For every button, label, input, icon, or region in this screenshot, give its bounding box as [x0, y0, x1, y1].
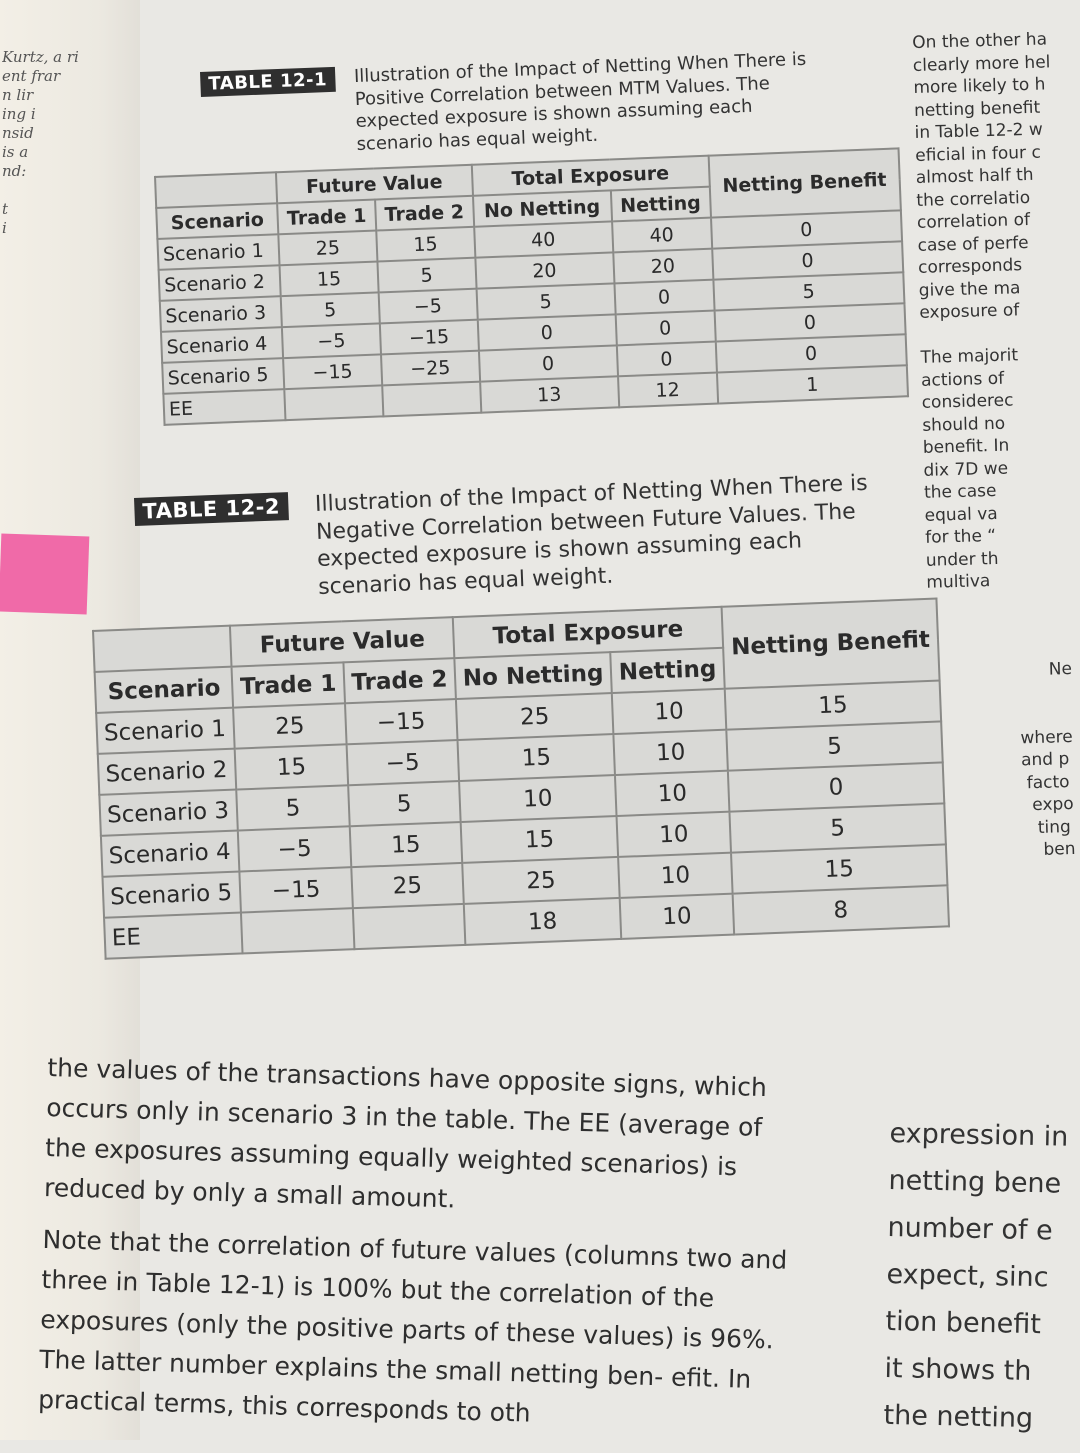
table-cell: −15 — [283, 354, 382, 389]
table-cell: 10 — [618, 853, 732, 898]
table-cell: Scenario 2 — [98, 749, 237, 795]
right-column-line: equal va — [924, 503, 998, 526]
right-column-line: where — [1020, 726, 1073, 748]
future-value-header: Future Value — [230, 617, 454, 667]
table-12-1-corner-cell — [155, 172, 277, 208]
left-margin-line: ent frar — [2, 67, 61, 85]
left-margin-line: Kurtz, a ri — [2, 48, 79, 66]
right-column-lower — [883, 1110, 1080, 1443]
table-12-2 — [92, 598, 950, 960]
table-cell: 10 — [614, 730, 728, 775]
trade-1-column-header: Trade 1 — [232, 662, 345, 707]
table-cell — [241, 908, 354, 953]
table-cell — [382, 382, 481, 417]
right-column-line: multiva — [926, 571, 991, 593]
right-column-line: clearly more hel — [912, 51, 1051, 76]
table-cell: Scenario 5 — [162, 358, 284, 394]
table-cell: 0 — [478, 345, 617, 381]
table-cell: 0 — [477, 314, 616, 350]
table-cell: −15 — [380, 320, 479, 355]
table-cell: 5 — [476, 283, 615, 319]
right-column-line: more likely to h — [913, 74, 1046, 98]
table-cell: 10 — [617, 812, 731, 857]
table-cell: Scenario 3 — [99, 790, 238, 836]
total-exposure-header: Total Exposure — [471, 156, 709, 196]
table-cell: 10 — [612, 689, 726, 734]
no-netting-column-header: No Netting — [473, 190, 612, 226]
table-cell: 15 — [376, 227, 475, 262]
table-12-2-caption: Illustration of the Impact of Netting When There is Negative Correlation between Future Values. The expected exposure is shown assuming each scenario has equal weight. — [314, 470, 869, 600]
right-column-line: netting benefit — [913, 97, 1041, 121]
right-column-line: the case — [923, 480, 997, 503]
right-column-line: the netting — [883, 1399, 1034, 1435]
table-cell: 0 — [616, 342, 716, 377]
table-cell — [353, 904, 466, 949]
table-12-1-label: TABLE 12-1 — [200, 67, 335, 97]
trade-2-column-header: Trade 2 — [343, 658, 456, 703]
right-column-line: and p — [1020, 749, 1070, 771]
table-cell: 15 — [725, 681, 941, 730]
right-column-line: ben — [1043, 839, 1076, 860]
body-text — [37, 1048, 807, 1453]
table-cell: 5 — [726, 721, 942, 770]
left-margin-line: t — [2, 200, 9, 218]
table-cell: 12 — [618, 373, 718, 408]
right-column-line: the correlatio — [916, 187, 1031, 211]
right-column-line: in Table 12-2 w — [914, 119, 1044, 143]
table-cell: −5 — [238, 826, 351, 871]
table-cell: EE — [163, 389, 285, 425]
table-cell: 8 — [733, 885, 949, 934]
right-column-line: Ne — [1048, 659, 1073, 680]
table-cell: −5 — [378, 289, 477, 324]
left-margin-line: is a — [2, 143, 29, 161]
table-12-2-label: TABLE 12-2 — [134, 492, 289, 526]
table-cell: 0 — [715, 334, 907, 372]
table-cell: 10 — [615, 771, 729, 816]
right-column-line: ting — [1037, 816, 1072, 838]
trade-1-column-header: Trade 1 — [277, 200, 376, 235]
table-cell: 15 — [280, 261, 379, 296]
table-cell: 0 — [711, 210, 903, 248]
table-cell: 0 — [714, 303, 906, 341]
table-cell: Scenario 4 — [161, 327, 283, 363]
table-cell: 5 — [713, 272, 905, 310]
table-cell: Scenario 4 — [101, 831, 240, 877]
table-cell: 5 — [729, 803, 945, 852]
right-column-line: actions of — [920, 368, 1005, 391]
table-cell: −5 — [282, 323, 381, 358]
body-paragraph-2: Note that the correlation of future values (columns two and three in Table 12-1) is 100% but the correlation of the exposures (only the positive parts of these values) is 96%. The latter number explains the small netting ben- efit. In practical terms, this corresponds to oth — [37, 1224, 788, 1428]
table-cell: 20 — [475, 252, 614, 288]
table-cell: EE — [104, 912, 243, 958]
table-12-1-caption: Illustration of the Impact of Netting When There is Positive Correlation between MTM Values. The expected exposure is shown assuming each scenario has equal weight. — [353, 48, 807, 155]
table-cell: Scenario 1 — [157, 234, 279, 270]
table-cell: 40 — [612, 218, 712, 253]
right-column-line: number of e — [887, 1211, 1054, 1247]
netting-column-header: Netting — [610, 648, 724, 693]
table-cell: 25 — [351, 863, 464, 908]
table-cell: 5 — [348, 781, 461, 826]
right-column-line: corresponds — [917, 255, 1023, 278]
table-cell: 0 — [728, 762, 944, 811]
right-column-upper — [912, 28, 1080, 865]
left-margin-line: n lir — [2, 86, 34, 104]
no-netting-column-header: No Netting — [454, 652, 612, 699]
table-cell: 25 — [278, 231, 377, 266]
right-column-line: considerec — [921, 390, 1014, 413]
right-column-line: expect, sinc — [886, 1258, 1049, 1294]
table-cell: 20 — [613, 249, 713, 284]
scenario-column-header: Scenario — [95, 667, 234, 713]
table-cell: 10 — [620, 894, 734, 939]
table-cell: 13 — [480, 376, 619, 412]
table-cell: 1 — [717, 365, 909, 403]
right-column-line: correlation of — [916, 209, 1031, 233]
right-column-line: expression in — [889, 1117, 1069, 1153]
table-cell: 0 — [614, 280, 714, 315]
total-exposure-header: Total Exposure — [453, 607, 723, 658]
table-12-1-header — [200, 47, 843, 162]
right-column-line: for the “ — [924, 525, 997, 548]
right-column-line: expo — [1032, 794, 1074, 816]
table-cell: 15 — [731, 844, 947, 893]
table-cell: Scenario 1 — [96, 708, 235, 754]
right-column-line: case of perfe — [917, 232, 1029, 256]
table-cell: −15 — [240, 867, 353, 912]
left-margin-line: nsid — [2, 124, 34, 142]
right-column-line: The majorit — [920, 345, 1019, 368]
table-cell: 25 — [456, 693, 614, 740]
right-column-line: give the ma — [918, 277, 1021, 301]
body-paragraph-1: the values of the transactions have opposite signs, which occurs only in scenario 3 in the table. The EE (average of the exposures assuming equally weighted scenarios) is reduced by only a small amount. — [43, 1052, 768, 1214]
netting-benefit-header: Netting Benefit — [722, 599, 940, 689]
table-cell: 15 — [235, 744, 348, 789]
trade-2-column-header: Trade 2 — [375, 196, 474, 231]
table-cell: 40 — [474, 221, 613, 257]
right-column-line: facto — [1026, 771, 1070, 793]
table-cell: −5 — [346, 740, 459, 785]
future-value-header: Future Value — [276, 165, 473, 203]
table-cell: −25 — [381, 351, 480, 386]
table-cell: Scenario 2 — [159, 265, 281, 301]
left-margin-line: nd: — [2, 162, 27, 180]
table-cell: 0 — [615, 311, 715, 346]
table-cell: 15 — [457, 734, 615, 781]
right-column-line: under th — [925, 548, 999, 571]
netting-column-header: Netting — [610, 187, 710, 222]
table-cell: Scenario 5 — [102, 872, 241, 918]
right-column-line: eficial in four c — [914, 142, 1042, 166]
right-column-line: On the other ha — [912, 29, 1048, 53]
table-cell — [284, 385, 383, 420]
left-margin-line: i — [2, 219, 7, 237]
table-12-2-corner-cell — [93, 626, 232, 672]
right-column-line: benefit. In — [922, 435, 1010, 458]
main-text-block — [20, 50, 960, 960]
table-cell: 10 — [459, 775, 617, 822]
right-column-line: netting bene — [888, 1164, 1062, 1200]
right-column-line: dix 7D we — [923, 458, 1009, 481]
table-cell: 25 — [233, 703, 346, 748]
table-cell: 15 — [349, 822, 462, 867]
netting-benefit-header: Netting Benefit — [708, 148, 901, 217]
right-column-line: should no — [922, 413, 1006, 436]
right-column-line: exposure of — [919, 300, 1020, 323]
table-cell: 0 — [712, 241, 904, 279]
right-column-line: almost half th — [915, 164, 1034, 188]
table-cell: 5 — [281, 292, 380, 327]
right-column-line: it shows th — [884, 1352, 1032, 1388]
table-cell: 15 — [461, 816, 619, 863]
right-column-line: tion benefit — [885, 1305, 1042, 1341]
table-cell: Scenario 3 — [160, 296, 282, 332]
table-12-1 — [154, 147, 909, 425]
table-cell: 5 — [237, 785, 350, 830]
table-cell: 5 — [377, 258, 476, 293]
table-cell: 25 — [462, 857, 620, 904]
table-cell: 18 — [464, 898, 622, 945]
left-margin-line: ing i — [2, 105, 36, 123]
table-12-2-header — [134, 468, 918, 608]
table-cell: −15 — [345, 699, 458, 744]
scenario-column-header: Scenario — [156, 203, 278, 239]
